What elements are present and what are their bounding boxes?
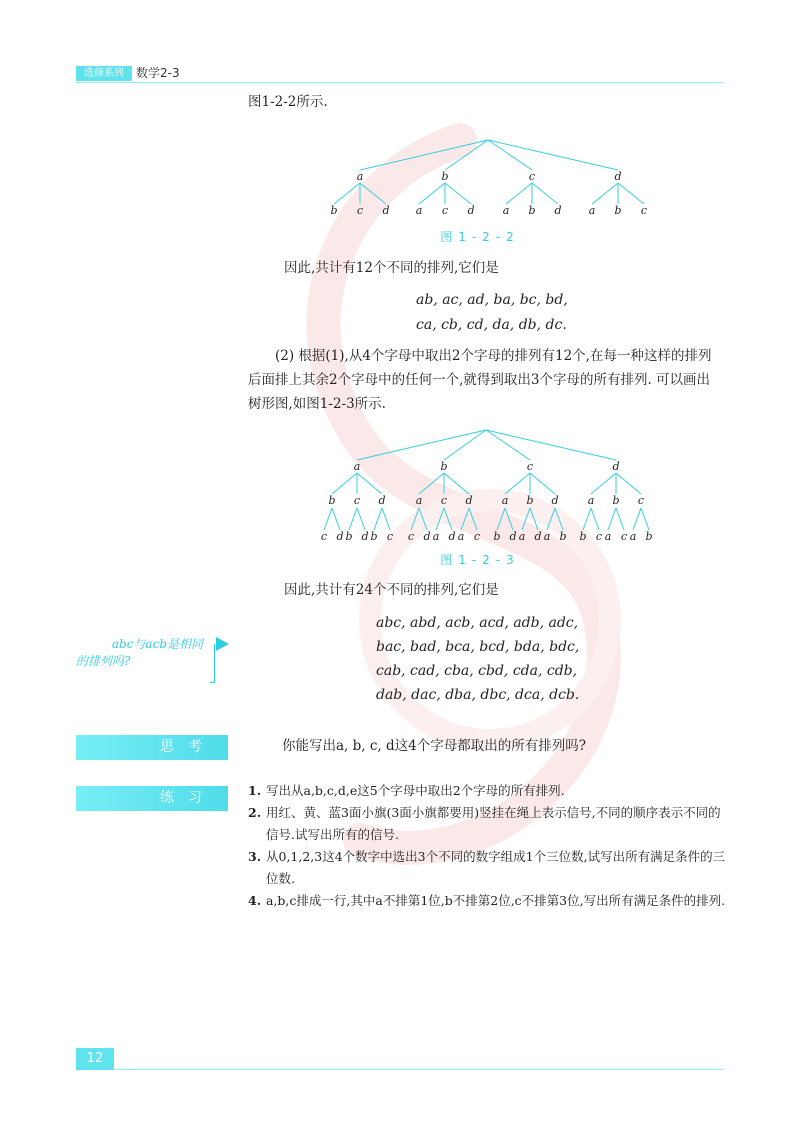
practice-item [248,780,728,802]
tree-edge [532,183,558,204]
tree-node-level3: c [320,530,328,543]
tree-edge [633,508,641,530]
tree-node-level1: a [356,170,364,183]
tree-node-level2: c [441,204,449,217]
tree-node-level3: a [629,530,637,543]
tree-edge [360,140,488,170]
tree-node-level3: d [336,530,344,543]
header-rule [76,82,724,83]
tree-edge [374,508,382,530]
practice-number: 1. [248,783,262,798]
tree-node-level2: b [528,204,536,217]
tree-node-level3: c [473,530,481,543]
tree-node-level3: d [423,530,431,543]
intro-line: 图1-2-2所示. [248,94,328,110]
tree-edge [505,473,530,494]
tree-node-level3: d [361,530,369,543]
tree-edge [445,140,488,170]
tree-edge [547,508,555,530]
series-tag: 选修系列 [76,66,132,81]
tree-node-level2: a [502,204,510,217]
tree-edge [616,508,624,530]
tree-node-level3: b [645,530,653,543]
tree-node-level3: b [370,530,378,543]
tree-node-level3: b [559,530,567,543]
perm-list-12-line-1: ab, ac, ad, ba, bc, bd, [416,292,568,308]
tree-edge [436,508,444,530]
tree-node-level2: d [465,494,473,507]
tree-node-level2: a [415,494,423,507]
tree-node-level2: c [353,494,361,507]
tree-node-level1: a [353,460,361,473]
tree-edge [591,508,599,530]
tree-node-level3: a [604,530,612,543]
tree-figure-1-2-2 [300,138,680,220]
tree-edge [583,508,591,530]
tree-edge [592,183,618,204]
tree-edge [488,140,618,170]
tree-edge [497,508,505,530]
tree-edge [461,508,469,530]
tree-node-level3: b [579,530,587,543]
tree-node-level1: b [440,460,448,473]
practice-list [248,780,728,912]
practice-text: 用红、黄、蓝3面小旗(3面小旗都要用)竖挂在绳上表示信号,不同的顺序表示不同的信号.试写出所有的信号. [266,805,721,842]
tree-edge [444,473,469,494]
side-note-line-2: 的排列吗? [76,654,131,668]
side-note [76,636,211,670]
tree-node-level2: b [614,204,622,217]
perm-list-24-line-3: cab, cad, cba, cbd, cda, cdb, [376,663,578,679]
figure-caption-1-2-3: 图1-2-3 [440,553,520,567]
tree-node-level2: b [330,204,338,217]
tree-edge [332,473,357,494]
tree-node-level1: c [526,460,534,473]
practice-number: 3. [248,849,262,864]
tree-node-level2: c [637,494,645,507]
tree-edge [357,473,382,494]
tree-edge [419,183,445,204]
tree-node-level2: d [382,204,390,217]
tree-node-level2: b [328,494,336,507]
tree-edge [506,183,532,204]
tree-node-level2: c [640,204,648,217]
tree-node-level3: c [595,530,603,543]
tree-edge [618,183,644,204]
practice-text: a,b,c排成一行,其中a不排第1位,b不排第2位,c不排第3位,写出所有满足条件的排列. [266,893,726,908]
tree-edge [357,430,486,460]
tree-node-level1: c [528,170,536,183]
perm-list-12-line-2: ca, cb, cd, da, db, dc. [416,317,567,333]
book-title: 数学2-3 [136,66,180,80]
tree-edge [332,508,340,530]
tree-edge [505,508,513,530]
tree-node-level1: d [614,170,622,183]
tree-node-level3: a [457,530,465,543]
perm-list-24-line-2: bac, bad, bca, bcd, bda, bdc, [376,639,580,655]
practice-text: 从0,1,2,3这4个数字中选出3个不同的数字组成1个三位数,试写出所有满足条件的三位数. [266,849,726,886]
tree-edge [530,473,555,494]
practice-number: 4. [248,893,262,908]
tree-node-level2: d [551,494,559,507]
tree-node-level2: a [588,204,596,217]
tree-node-level3: d [448,530,456,543]
tree-node-level2: c [440,494,448,507]
tree-edge [641,508,649,530]
practice-item [248,890,728,912]
tree-edge [555,508,563,530]
practice-item [248,802,728,846]
tree-edge [419,508,427,530]
tree-edge [357,508,365,530]
tree-edge [445,183,471,204]
think-question: 你能写出a, b, c, d这4个字母都取出的所有排列吗? [282,738,586,754]
tree-edge [334,183,360,204]
tree-edge [444,508,452,530]
tree-node-level2: d [554,204,562,217]
tree-node-level2: a [415,204,423,217]
perm-list-24-line-1: abc, abd, acb, acd, adb, adc, [376,615,579,631]
tree-node-level2: a [587,494,595,507]
think-band: 思考 [76,735,228,760]
tree-node-level2: c [356,204,364,217]
tree-edge [488,140,532,170]
page-number: 12 [76,1048,114,1070]
tree-edge [608,508,616,530]
tree-node-level3: b [345,530,353,543]
side-note-line-1: abc与acb是相同 [111,637,203,651]
practice-band: 练习 [76,786,228,811]
tree-node-level2: d [378,494,386,507]
tree-node-level2: b [526,494,534,507]
tree-edge [616,473,641,494]
tree-node-level1: d [612,460,620,473]
count-24-sentence: 因此,共计有24个不同的排列,它们是 [284,582,499,598]
tree-edge [324,508,332,530]
tree-node-level2: b [612,494,620,507]
figure-caption-1-2-2: 图1-2-2 [440,230,520,244]
practice-number: 2. [248,805,262,820]
tree-node-level3: a [543,530,551,543]
tree-figure-1-2-3 [310,428,670,546]
paragraph-2: (2) 根据(1),从4个字母中取出2个字母的排列有12个,在每一种这样的排列后面排上其余2个字母中的任何一个,就得到取出3个字母的所有排列. 可以画出树形图,如图1-2-3所示. [248,348,712,412]
tree-edge [486,430,530,460]
tree-edge [469,508,477,530]
tree-edge [486,430,616,460]
tree-edge [530,508,538,530]
count-12-sentence: 因此,共计有12个不同的排列,它们是 [284,260,499,276]
tree-node-level3: a [518,530,526,543]
flag-icon [216,637,230,651]
tree-node-level3: c [407,530,415,543]
tree-node-level3: c [620,530,628,543]
tree-node-level3: c [386,530,394,543]
tree-edge [411,508,419,530]
tree-node-level2: a [501,494,509,507]
practice-item [248,846,728,890]
tree-edge [349,508,357,530]
practice-text: 写出从a,b,c,d,e这5个字母中取出2个字母的所有排列. [266,783,565,798]
tree-node-level1: b [441,170,449,183]
tree-node-level3: d [534,530,542,543]
tree-edge [522,508,530,530]
perm-list-24-line-4: dab, dac, dba, dbc, dca, dcb. [376,687,580,703]
tree-edge [382,508,390,530]
tree-node-level3: d [509,530,517,543]
tree-edge [360,183,386,204]
tree-edge [419,473,444,494]
side-note-bracket [210,644,215,683]
tree-node-level3: b [493,530,501,543]
tree-edge [591,473,616,494]
tree-node-level2: d [467,204,475,217]
tree-node-level3: a [432,530,440,543]
footer-rule [114,1069,724,1070]
